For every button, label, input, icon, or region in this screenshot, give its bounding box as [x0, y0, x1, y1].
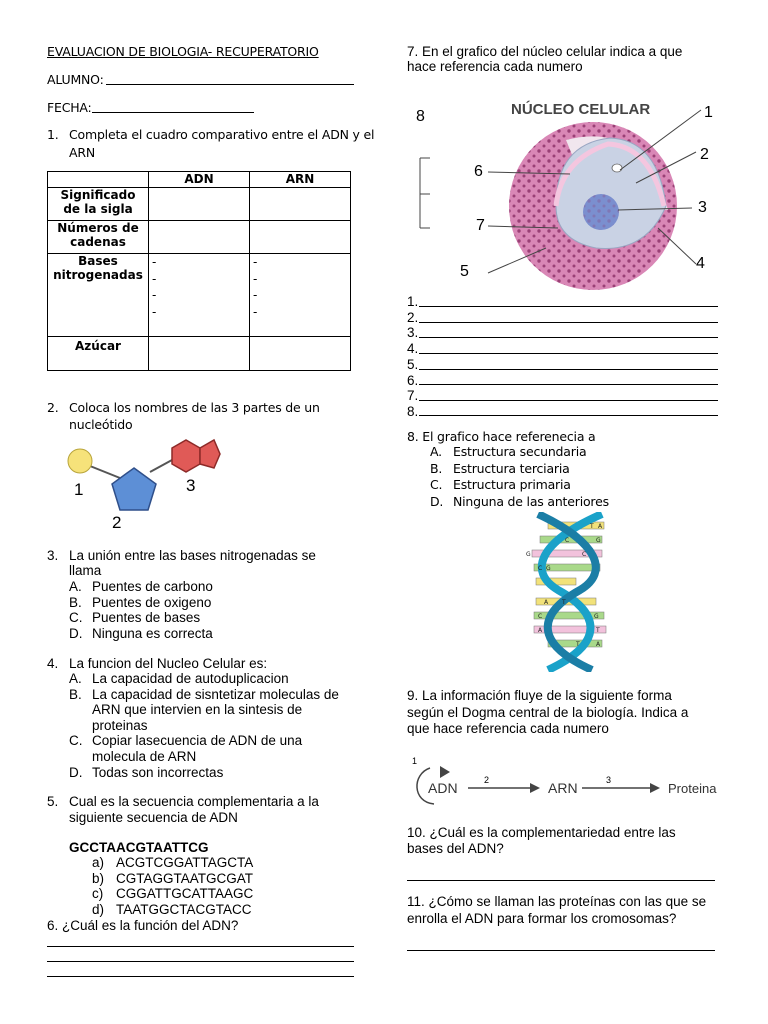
q4-text: La funcion del Nucleo Celular es: — [69, 656, 268, 671]
q5-text: Cual es la secuencia complementaria a la — [69, 794, 319, 809]
q11-answer-line[interactable] — [407, 950, 715, 951]
row-label-azucar: Azúcar — [48, 337, 149, 371]
q6-answer-line-3[interactable] — [47, 976, 354, 977]
cell-arn-cadenas[interactable] — [250, 221, 351, 254]
q3-options — [69, 579, 213, 641]
q5-option-a[interactable]: a) ACGTCGGATTAGCTA — [92, 855, 254, 870]
q1-number: 1. — [47, 127, 59, 142]
q4-number: 4. — [47, 656, 59, 671]
dna-letter-2: A — [598, 523, 603, 530]
dna-letter-7: C — [538, 565, 543, 572]
q5-number: 5. — [47, 794, 59, 809]
dna-letter-12: G — [594, 613, 599, 620]
q7-text-2: hace referencia cada numero — [407, 59, 583, 74]
q5-option-d[interactable]: d) TAATGGCTACGTACC — [92, 901, 252, 917]
q6-text: 6. ¿Cuál es la función del ADN? — [47, 918, 239, 933]
dogma-adn: ADN — [428, 780, 458, 796]
q7-answer-line-4[interactable] — [419, 353, 718, 354]
q8-options — [430, 444, 609, 510]
q5-sequence: GCCTAACGTAATTCG — [69, 840, 209, 855]
q3-number: 3. — [47, 548, 59, 563]
cell-arn-sigla[interactable] — [250, 188, 351, 221]
q10-text: 10. ¿Cuál es la complementariedad entre las — [407, 825, 676, 840]
dna-letter-15: T — [576, 641, 580, 648]
q4-option-b-line2: ARN que intervien en la sintesis de — [92, 702, 303, 718]
q8-text: 8. El grafico hace referenecia a — [407, 429, 596, 444]
q7-answer-line-1[interactable] — [419, 306, 718, 307]
dogma-number-2: 2 — [484, 775, 490, 785]
q5-option-b[interactable]: b) CGTAGGTAATGCGAT — [92, 870, 253, 886]
q7-answer-line-6[interactable] — [419, 384, 718, 385]
q8-option-c[interactable]: C. Estructura primaria — [430, 477, 571, 492]
q7-answer-numbers: 1. 2. 3. 4. 5. 6. 7. 8. — [407, 294, 419, 419]
dna-letter-16: A — [596, 641, 601, 648]
central-dogma-figure — [410, 752, 730, 812]
q4-option-c[interactable]: C. Copiar lasecuencia de ADN de una — [69, 733, 303, 749]
q7-answer-line-3[interactable] — [419, 337, 718, 338]
nucleus-label-1: 1 — [704, 104, 713, 121]
nucleus-label-8: 8 — [416, 108, 425, 125]
q5-options — [92, 855, 253, 917]
q4-options — [69, 671, 339, 780]
student-name-line[interactable] — [106, 84, 354, 85]
q8-option-d[interactable]: D. Ninguna de las anteriores — [430, 493, 609, 509]
q7-answer-line-8[interactable] — [419, 415, 718, 416]
q6-answer-line-1[interactable] — [47, 946, 354, 947]
q6-answer-line-2[interactable] — [47, 961, 354, 962]
q9-text-3: que hace referencia cada numero — [407, 721, 609, 736]
q9-text-2: según el Dogma central de la biología. Indica a — [407, 705, 689, 720]
table-header-empty — [48, 172, 149, 188]
q4-option-c-line2: molecula de ARN — [92, 748, 197, 764]
q3-option-c[interactable]: C. Puentes de bases — [69, 610, 201, 626]
student-label: ALUMNO: — [47, 72, 104, 87]
cell-adn-sigla[interactable] — [149, 188, 250, 221]
row-label-cadenas: Números de cadenas — [48, 221, 149, 254]
dna-helix-figure — [518, 512, 618, 672]
q5-option-c[interactable]: c) CGGATTGCATTAAGC — [92, 886, 254, 902]
date-line[interactable] — [92, 112, 254, 113]
q2-text: Coloca los nombres de las 3 partes de un — [69, 400, 320, 415]
q10-answer-line[interactable] — [407, 880, 715, 881]
q8-option-a[interactable]: A. Estructura secundaria — [430, 444, 587, 459]
table-header-arn: ARN — [250, 172, 351, 188]
nucleotide-label-2: 2 — [112, 513, 122, 532]
nucleus-label-4: 4 — [696, 255, 705, 272]
comparison-table — [47, 171, 351, 371]
phosphate-circle — [68, 449, 92, 473]
row-label-bases: Bases nitrogenadas — [48, 254, 149, 337]
cell-adn-cadenas[interactable] — [149, 221, 250, 254]
dna-letter-9: A — [544, 599, 549, 606]
dna-letter-1: T — [590, 523, 594, 530]
q11-text-2: enrolla el ADN para formar los cromosomas? — [407, 911, 677, 926]
q3-option-a[interactable]: A. Puentes de carbono — [69, 579, 213, 594]
sugar-pentagon — [112, 468, 156, 510]
nucleus-label-6: 6 — [474, 163, 483, 180]
q10-text-2: bases del ADN? — [407, 841, 504, 856]
dna-letter-3: C — [565, 537, 570, 544]
nucleus-figure — [406, 88, 726, 293]
q7-answer-line-5[interactable] — [419, 369, 718, 370]
q11-text: 11. ¿Cómo se llaman las proteínas con las que se — [407, 894, 707, 909]
q2-number: 2. — [47, 400, 59, 415]
q8-option-b[interactable]: B. Estructura terciaria — [430, 460, 570, 476]
q3-text: La unión entre las bases nitrogenadas se — [69, 548, 316, 563]
date-label: FECHA: — [47, 100, 92, 115]
dna-letter-13: A — [538, 627, 543, 634]
dna-letter-5: G — [526, 551, 531, 558]
nucleus-title: NÚCLEO CELULAR — [511, 101, 651, 118]
row-label-sigla: Significado de la sigla — [48, 188, 149, 221]
q7-answer-line-2[interactable] — [419, 322, 718, 323]
replication-arrow-head — [440, 766, 450, 778]
q7-text: 7. En el grafico del núcleo celular indica a que — [407, 44, 683, 59]
cell-adn-bases[interactable]: - - - - — [149, 254, 250, 337]
cell-arn-bases[interactable]: - - - - — [250, 254, 351, 337]
exam-title: EVALUACION DE BIOLOGIA- RECUPERATORIO — [47, 44, 319, 59]
q2-text-2: nucleótido — [69, 417, 133, 432]
nucleotide-label-1: 1 — [74, 480, 84, 499]
cell-arn-azucar[interactable] — [250, 337, 351, 371]
q1-text: Completa el cuadro comparativo entre el ADN y el — [69, 127, 375, 142]
dna-letter-11: C — [538, 613, 543, 620]
q3-text-2: llama — [69, 563, 102, 578]
dogma-number-1: 1 — [412, 756, 418, 766]
dogma-arn: ARN — [548, 780, 578, 796]
q1-text-2: ARN — [69, 145, 95, 160]
dna-letter-6: C — [582, 551, 587, 558]
q4-option-d[interactable]: D. Todas son incorrectas — [69, 764, 224, 780]
dna-letter-4: G — [596, 537, 601, 544]
nucleus-label-3: 3 — [698, 199, 707, 216]
q3-option-d[interactable]: D. Ninguna es correcta — [69, 625, 213, 641]
nucleotide-label-3: 3 — [186, 476, 196, 495]
dogma-proteina: Proteina — [668, 781, 717, 796]
q4-option-b-line3: proteinas — [92, 717, 148, 733]
q5-text-2: siguiente secuencia de ADN — [69, 810, 238, 825]
nucleus-label-2: 2 — [700, 146, 709, 163]
nucleus-label-7: 7 — [476, 217, 485, 234]
base-ring-1 — [172, 440, 200, 472]
q4-option-b[interactable]: B. La capacidad de sisntetizar moleculas de — [69, 686, 339, 702]
q4-option-a[interactable]: A. La capacidad de autoduplicacion — [69, 671, 289, 686]
dogma-number-3: 3 — [606, 775, 612, 785]
q7-answer-line-7[interactable] — [419, 400, 718, 401]
base-ring-2 — [200, 440, 220, 468]
dna-letter-10: T — [562, 599, 566, 606]
nucleotide-figure — [62, 432, 232, 536]
dna-letter-14: T — [596, 627, 600, 634]
q3-option-b[interactable]: B. Puentes de oxigeno — [69, 594, 212, 610]
nucleus-label-5: 5 — [460, 263, 469, 280]
q9-text: 9. La información fluye de la siguiente forma — [407, 688, 672, 703]
table-header-adn: ADN — [149, 172, 250, 188]
cell-adn-azucar[interactable] — [149, 337, 250, 371]
dna-letter-8: G — [546, 565, 551, 572]
